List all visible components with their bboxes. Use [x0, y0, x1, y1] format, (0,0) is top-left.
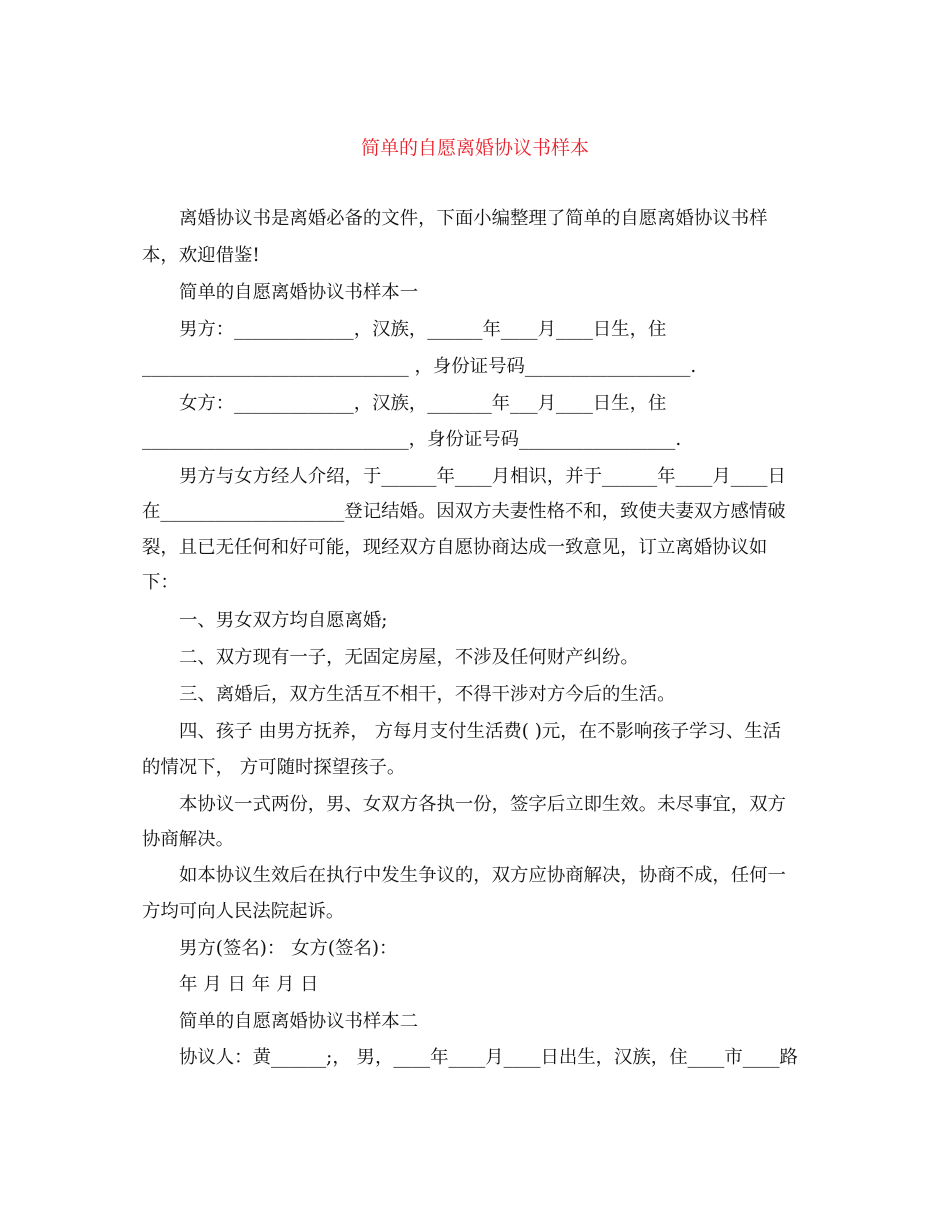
date-line: 年 月 日 年 月 日 — [179, 974, 319, 995]
document-title: 简单的自愿离婚协议书样本 — [360, 137, 589, 159]
paragraph-line: 男方：_____________，汉族，______年____月____日生，住 — [179, 319, 667, 340]
section-heading: 简单的自愿离婚协议书样本一 — [179, 282, 419, 303]
paragraph-line: 协商解决。 — [142, 829, 234, 850]
paragraph-line: _____________________________，身份证号码_________________. — [142, 429, 682, 450]
paragraph-line: 本，欢迎借鉴! — [142, 245, 260, 266]
paragraph-line: 离婚协议书是离婚必备的文件，下面小编整理了简单的自愿离婚协议书样 — [179, 208, 768, 229]
paragraph-line: _____________________________ ，身份证号码__________________. — [142, 356, 697, 377]
clause-line: 的情况下， 方可随时探望孩子。 — [142, 757, 406, 778]
paragraph-line: 女方：_____________，汉族，_______年___月____日生，住 — [179, 393, 667, 414]
clause-line: 二、双方现有一子，无固定房屋，不涉及任何财产纠纷。 — [179, 647, 639, 668]
paragraph-line: 协议人：黄______;， 男，____年____月____日出生，汉族，住____市____路 — [179, 1047, 798, 1068]
paragraph-line: 本协议一式两份，男、女双方各执一份，签字后立即生效。未尽事宜，双方 — [179, 794, 786, 815]
paragraph-line: 裂，且已无任何和好可能，现经双方自愿协商达成一致意见，订立离婚协议如 — [142, 537, 768, 558]
signature-line: 男方(签名)： 女方(签名)： — [179, 938, 398, 959]
paragraph-line: 男方与女方经人介绍，于______年____月相识，并于______年____月____日 — [179, 466, 786, 487]
paragraph-line: 方均可向人民法院起诉。 — [142, 901, 345, 922]
clause-line: 一、男女双方均自愿离婚; — [179, 610, 388, 631]
paragraph-line: 如本协议生效后在执行中发生争议的，双方应协商解决，协商不成，任何一 — [179, 865, 786, 886]
paragraph-line: 下： — [142, 572, 179, 593]
clause-line: 四、孩子 由男方抚养， 方每月支付生活费( )元，在不影响孩子学习、生活 — [179, 721, 781, 742]
section-heading: 简单的自愿离婚协议书样本二 — [179, 1011, 419, 1032]
clause-line: 三、离婚后，双方生活互不相干，不得干涉对方今后的生活。 — [179, 684, 676, 705]
paragraph-line: 在____________________登记结婚。因双方夫妻性格不和，致使夫妻双方感情破 — [142, 501, 786, 522]
